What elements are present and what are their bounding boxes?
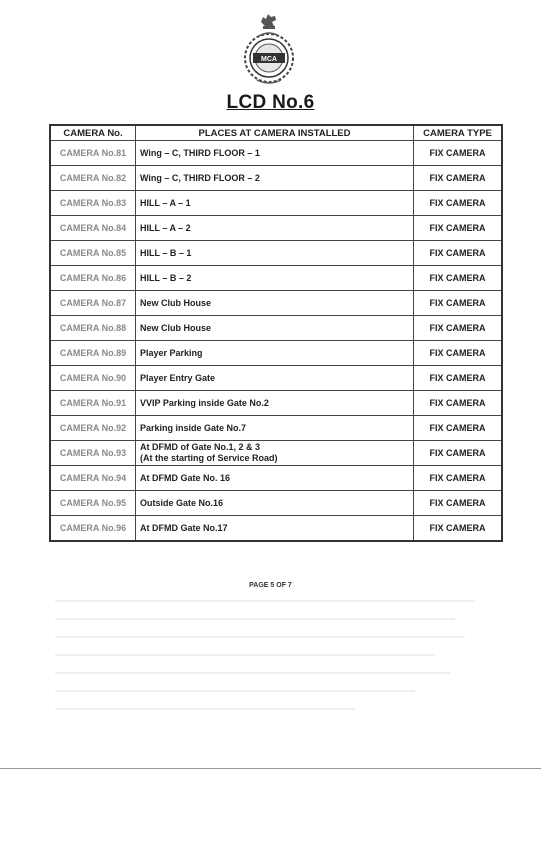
camera-number: CAMERA No.93 — [50, 441, 136, 466]
camera-type: FIX CAMERA — [414, 141, 503, 166]
bleed-through-line — [55, 618, 455, 620]
svg-text:MCA: MCA — [261, 56, 277, 63]
camera-number: CAMERA No.84 — [50, 216, 136, 241]
camera-place: Player Entry Gate — [136, 366, 414, 391]
camera-type: FIX CAMERA — [414, 291, 503, 316]
camera-number: CAMERA No.85 — [50, 241, 136, 266]
camera-type: FIX CAMERA — [414, 216, 503, 241]
camera-number: CAMERA No.92 — [50, 416, 136, 441]
table-row — [50, 466, 502, 491]
camera-number: CAMERA No.87 — [50, 291, 136, 316]
table-row — [50, 441, 502, 466]
camera-place-line-1: At DFMD of Gate No.1, 2 & 3 — [140, 442, 261, 452]
camera-type: FIX CAMERA — [414, 166, 503, 191]
table-row — [50, 166, 502, 191]
table-row — [50, 391, 502, 416]
camera-number: CAMERA No.94 — [50, 466, 136, 491]
camera-number: CAMERA No.90 — [50, 366, 136, 391]
camera-place: Wing – C, THIRD FLOOR – 2 — [136, 166, 414, 191]
column-header-camera: CAMERA No. — [50, 125, 136, 141]
bleed-through-line — [55, 708, 355, 710]
camera-table — [49, 124, 503, 542]
camera-number: CAMERA No.82 — [50, 166, 136, 191]
bleed-through-line — [55, 654, 435, 656]
column-header-type: CAMERA TYPE — [414, 125, 503, 141]
camera-place: HILL – A – 1 — [136, 191, 414, 216]
table-row — [50, 241, 502, 266]
camera-place: New Club House — [136, 316, 414, 341]
camera-number: CAMERA No.96 — [50, 516, 136, 542]
association-emblem-icon — [241, 8, 297, 86]
camera-number: CAMERA No.95 — [50, 491, 136, 516]
camera-place: HILL – A – 2 — [136, 216, 414, 241]
camera-type: FIX CAMERA — [414, 491, 503, 516]
bleed-through-line — [55, 600, 475, 602]
camera-place — [136, 441, 414, 466]
camera-type: FIX CAMERA — [414, 416, 503, 441]
table-header-row — [50, 125, 502, 141]
camera-number: CAMERA No.88 — [50, 316, 136, 341]
camera-number: CAMERA No.86 — [50, 266, 136, 291]
table-row — [50, 216, 502, 241]
camera-place: VVIP Parking inside Gate No.2 — [136, 391, 414, 416]
camera-place: At DFMD Gate No. 16 — [136, 466, 414, 491]
camera-type: FIX CAMERA — [414, 266, 503, 291]
column-header-place: PLACES AT CAMERA INSTALLED — [136, 125, 414, 141]
camera-type: FIX CAMERA — [414, 316, 503, 341]
camera-place: HILL – B – 1 — [136, 241, 414, 266]
camera-type: FIX CAMERA — [414, 366, 503, 391]
scan-edge-line — [0, 768, 541, 769]
camera-place: New Club House — [136, 291, 414, 316]
table-row — [50, 491, 502, 516]
camera-number: CAMERA No.81 — [50, 141, 136, 166]
camera-number: CAMERA No.91 — [50, 391, 136, 416]
bleed-through-line — [55, 636, 465, 638]
table-row — [50, 191, 502, 216]
camera-type: FIX CAMERA — [414, 441, 503, 466]
camera-type: FIX CAMERA — [414, 191, 503, 216]
table-row — [50, 341, 502, 366]
table-row — [50, 516, 502, 542]
camera-place: HILL – B – 2 — [136, 266, 414, 291]
camera-place: Parking inside Gate No.7 — [136, 416, 414, 441]
table-row — [50, 266, 502, 291]
camera-place: Player Parking — [136, 341, 414, 366]
camera-place: At DFMD Gate No.17 — [136, 516, 414, 542]
camera-place: Wing – C, THIRD FLOOR – 1 — [136, 141, 414, 166]
camera-place: Outside Gate No.16 — [136, 491, 414, 516]
table-row — [50, 291, 502, 316]
bleed-through-line — [55, 690, 415, 692]
page-number: PAGE 5 OF 7 — [249, 582, 292, 589]
page-title: LCD No.6 — [226, 92, 315, 113]
table-row — [50, 316, 502, 341]
camera-type: FIX CAMERA — [414, 391, 503, 416]
camera-type: FIX CAMERA — [414, 241, 503, 266]
camera-place-line-2: (At the starting of Service Road) — [140, 453, 278, 463]
camera-number: CAMERA No.83 — [50, 191, 136, 216]
table-row — [50, 141, 502, 166]
camera-type: FIX CAMERA — [414, 341, 503, 366]
table-row — [50, 366, 502, 391]
camera-number: CAMERA No.89 — [50, 341, 136, 366]
camera-type: FIX CAMERA — [414, 466, 503, 491]
bleed-through-line — [55, 672, 450, 674]
camera-type: FIX CAMERA — [414, 516, 503, 542]
table-row — [50, 416, 502, 441]
